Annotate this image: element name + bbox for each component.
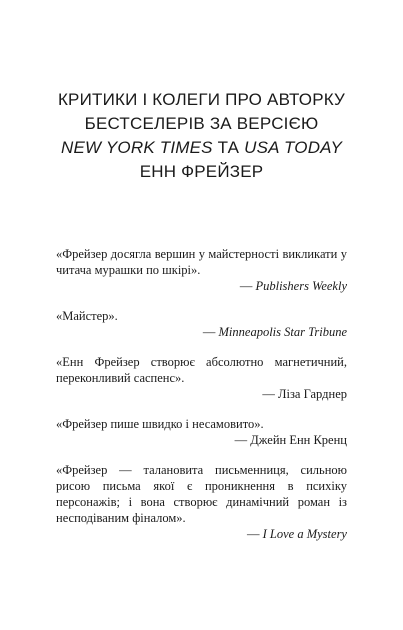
quote-source-name: I Love a Mystery xyxy=(262,527,347,541)
quote-source xyxy=(56,526,347,542)
quotes-list xyxy=(56,246,347,542)
quote-item xyxy=(56,354,347,402)
quote-dash: — xyxy=(239,279,256,293)
quote-text: «Енн Фрейзер створює абсолютно магнетичний, переконливий саспенс». xyxy=(56,355,347,385)
quote-source-name: Minneapolis Star Tribune xyxy=(218,325,347,339)
quote-text: «Фрейзер досягла вершин у майстерності викликати у читача мурашки по шкірі». xyxy=(56,247,347,277)
quote-source xyxy=(56,278,347,294)
quote-dash: — xyxy=(247,527,263,541)
heading-line-1: КРИТИКИ І КОЛЕГИ ПРО АВТОРКУ xyxy=(57,90,346,109)
page-heading xyxy=(40,88,363,184)
quote-text: «Фрейзер — талановита письменниця, сильною рисою письма якої є проникнення в психіку персонажів; і вона створює динамічний роман із несподіваним фіналом». xyxy=(56,463,347,525)
quote-item xyxy=(56,246,347,294)
heading-line-3 xyxy=(40,136,363,160)
quote-text: «Фрейзер пише швидко і несамовито». xyxy=(56,417,264,431)
quote-item xyxy=(56,462,347,542)
quote-dash: — xyxy=(234,433,251,447)
quote-source-name: Джейн Енн Кренц xyxy=(250,433,347,447)
quote-source xyxy=(56,324,347,340)
heading-usa-today: USA TODAY xyxy=(244,138,342,157)
quote-dash: — xyxy=(202,325,219,339)
heading-nyt: NEW YORK TIMES xyxy=(61,138,213,157)
quote-source-name: Ліза Гарднер xyxy=(278,387,347,401)
quote-source xyxy=(56,386,347,402)
quote-item xyxy=(56,416,347,448)
heading-line-2: БЕСТСЕЛЕРІВ ЗА ВЕРСІЄЮ xyxy=(84,114,319,133)
quote-text: «Майстер». xyxy=(56,309,118,323)
quote-item xyxy=(56,308,347,340)
heading-conjunction: ТА xyxy=(212,138,245,157)
quote-source xyxy=(56,432,347,448)
quote-dash: — xyxy=(262,387,279,401)
quote-source-name: Publishers Weekly xyxy=(255,279,347,293)
heading-author: ЕНН ФРЕЙЗЕР xyxy=(139,162,264,181)
